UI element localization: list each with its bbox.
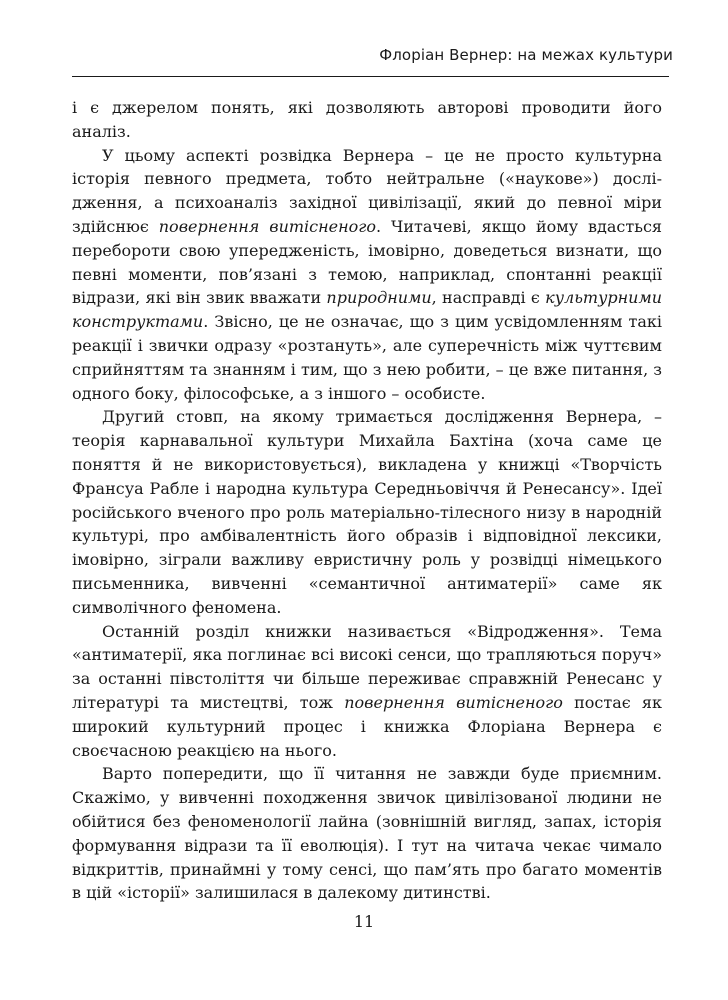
text-run: Варто попередити, що її читання не завжди буде приємним. Скажімо, у вивченні походження звичок цивілізованої людини не обійтися без феноменології лайна (зовнішній вигляд, запах, історія формування відрази та її еволюція). І тут на читача чекає чимало відкриттів, принаймні у тому сенсі, що пам’ять про багато моментів в цій «історії» залишилася в далекому дитинстві. [72, 764, 662, 903]
italic-phrase: повернення витісненого [158, 216, 377, 236]
running-header: Флоріан Вернер: на межах культури [379, 46, 673, 64]
italic-phrase: природними [326, 288, 432, 308]
text-run: Другий стовп, на якому тримається дослідження Вернера, – теорія карнавальної культури Михайла Бахтіна (хоча саме це поняття й не використовується), викладена у книжці «Творчість Франсуа Рабле і народна культура Середньовіччя й Ренесансу». Ідеї російського вченого про роль матеріально-тілесного низу в народній культурі, про амбівалентність його образів і відповідної лексики, імовірно, зіграли важливу евристичну роль у розвідці німецького письменника, вивченні «семантичної антиматерії» саме як символічного феномена. [72, 407, 662, 617]
italic-phrase: культурними конструктами [72, 288, 663, 332]
header-rule [72, 76, 669, 77]
text-run: і є джерелом понять, які дозволяють авторові проводити його аналіз. [72, 98, 662, 141]
paragraph [72, 762, 662, 905]
text-run: . Читачеві, якщо йому вдасться перебороти свою упередженість, імовірно, доведеться визнати, що певні моменти, пов’язані з темою, наприклад, спонтанні реакції відрази, які він звик вважати [72, 216, 662, 308]
page-number: 11 [353, 912, 375, 931]
text-run: , насправді є [431, 288, 546, 308]
body-text [72, 96, 662, 905]
text-run: . Звісно, це не означає, що з цим усвідомленням такі реакції і звички одразу «розтануть», але суперечність між чуттєвим сприйняттям та знанням і тим, що з нею робити, – це вже питання, з одного боку, філософське, а з іншого – особисте. [72, 312, 662, 403]
text-run: постає як широкий культурний процес і книжка Флоріана Вернера є своєчасною реакцією на нього. [72, 692, 663, 760]
paragraph [72, 144, 662, 406]
paragraph [72, 405, 662, 619]
paragraph [72, 96, 662, 144]
italic-phrase: повернення витісненого [344, 692, 563, 712]
text-run: У цьому аспекті розвідка Вернера – це не просто культурна історія певного предмета, тобто нейтральне («наукове») дослідження, а психоаналіз західної цивілізації, який до певної міри здійснює [72, 145, 662, 236]
paragraph [72, 620, 662, 763]
text-run: Останній розділ книжки називається «Відродження». Тема «антиматерії, яка поглинає всі високі сенси, що трапляються поруч» за останні півстоліття чи більше переживає справжній Ренесанс у літературі та мистецтві, тож [72, 621, 662, 712]
